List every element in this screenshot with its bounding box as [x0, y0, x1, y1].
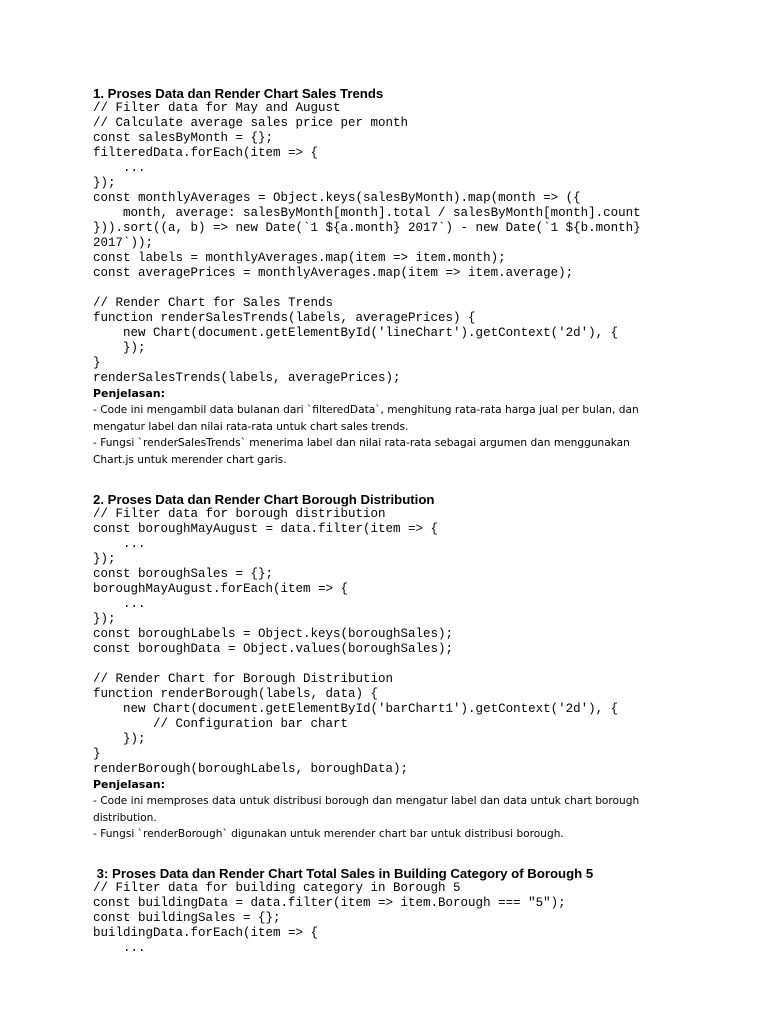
code-line: // Render Chart for Borough Distribution — [93, 672, 394, 686]
code-line: const salesByMonth = {}; — [93, 131, 274, 145]
code-line: // Filter data for May and August — [93, 101, 341, 115]
explanation-paragraph: - Code ini mengambil data bulanan dari `filteredData`, menghitung rata-rata harga jual per bulan, dan mengatur label dan nilai rata-rata untuk chart sales trends. — [93, 404, 639, 433]
code-line: function renderSalesTrends(labels, averagePrices) { — [93, 311, 476, 325]
code-line: }); — [93, 341, 146, 355]
code-line: const labels = monthlyAverages.map(item => item.month); — [93, 251, 506, 265]
code-block — [93, 507, 753, 777]
code-line: }); — [93, 176, 116, 190]
code-line: const averagePrices = monthlyAverages.map(item => item.average); — [93, 266, 574, 280]
code-line: filteredData.forEach(item => { — [93, 146, 319, 160]
code-line: }); — [93, 732, 146, 746]
code-line: // Filter data for borough distribution — [93, 507, 386, 521]
section-sales-trends — [93, 86, 753, 468]
code-line: const buildingSales = {}; — [93, 910, 281, 925]
code-line: const boroughData = Object.values(boroughSales); — [93, 642, 454, 656]
section-heading: 2. Proses Data dan Render Chart Borough Distribution — [93, 492, 435, 507]
code-line: boroughMayAugust.forEach(item => { — [93, 582, 349, 596]
code-line: // Configuration bar chart — [93, 717, 349, 731]
section-building-category — [93, 866, 753, 956]
code-line: const boroughLabels = Object.keys(boroughSales); — [93, 627, 454, 641]
explanation-label: Penjelasan: — [93, 387, 165, 400]
code-line: new Chart(document.getElementById('lineChart').getContext('2d'), { — [93, 326, 619, 340]
code-line: renderSalesTrends(labels, averagePrices); — [93, 371, 401, 385]
code-line — [93, 657, 753, 672]
code-line: const boroughMayAugust = data.filter(item => { — [93, 522, 439, 536]
code-line: })).sort((a, b) => new Date(`1 ${a.month} 2017`) - new Date(`1 ${b.month} — [93, 221, 641, 235]
explanation-paragraph: - Fungsi `renderSalesTrends` menerima label dan nilai rata-rata sebagai argumen dan menggunakan Chart.js untuk merender chart garis. — [93, 437, 630, 466]
section-borough-distribution — [93, 492, 753, 843]
code-line: }); — [93, 612, 116, 626]
code-block — [93, 881, 753, 956]
code-line: month, average: salesByMonth[month].total / salesByMonth[month].count — [93, 206, 641, 220]
code-line: // Render Chart for Sales Trends — [93, 296, 334, 310]
code-line: } — [93, 747, 101, 761]
code-line: const boroughSales = {}; — [93, 567, 274, 581]
code-line: renderBorough(boroughLabels, boroughData); — [93, 762, 409, 776]
code-line: 2017`)); — [93, 236, 154, 250]
code-line: // Calculate average sales price per month — [93, 116, 409, 130]
code-line: }); — [93, 552, 116, 566]
code-line — [93, 281, 753, 296]
code-line: ... — [93, 597, 146, 611]
code-line: const monthlyAverages = Object.keys(salesByMonth).map(month => ({ — [93, 191, 581, 205]
code-block — [93, 101, 753, 386]
code-line: const buildingData = data.filter(item => item.Borough === "5"); — [93, 895, 566, 910]
section-heading: 1. Proses Data dan Render Chart Sales Trends — [93, 86, 384, 101]
code-line: // Filter data for building category in Borough 5 — [93, 880, 461, 895]
code-line: buildingData.forEach(item => { — [93, 925, 319, 940]
code-line: function renderBorough(labels, data) { — [93, 687, 379, 701]
code-line: ... — [93, 537, 146, 551]
code-line: ... — [93, 940, 146, 955]
code-line: new Chart(document.getElementById('barChart1').getContext('2d'), { — [93, 702, 619, 716]
code-line: ... — [93, 161, 146, 175]
explanation-paragraph: - Fungsi `renderBorough` digunakan untuk merender chart bar untuk distribusi borough. — [93, 828, 564, 840]
code-line: } — [93, 356, 101, 370]
document-page — [93, 86, 753, 956]
explanation-paragraph: - Code ini memproses data untuk distribusi borough dan mengatur label dan data untuk chart borough distribution. — [93, 795, 640, 824]
explanation-label: Penjelasan: — [93, 778, 165, 791]
section-heading: 3: Proses Data dan Render Chart Total Sales in Building Category of Borough 5 — [93, 865, 594, 881]
